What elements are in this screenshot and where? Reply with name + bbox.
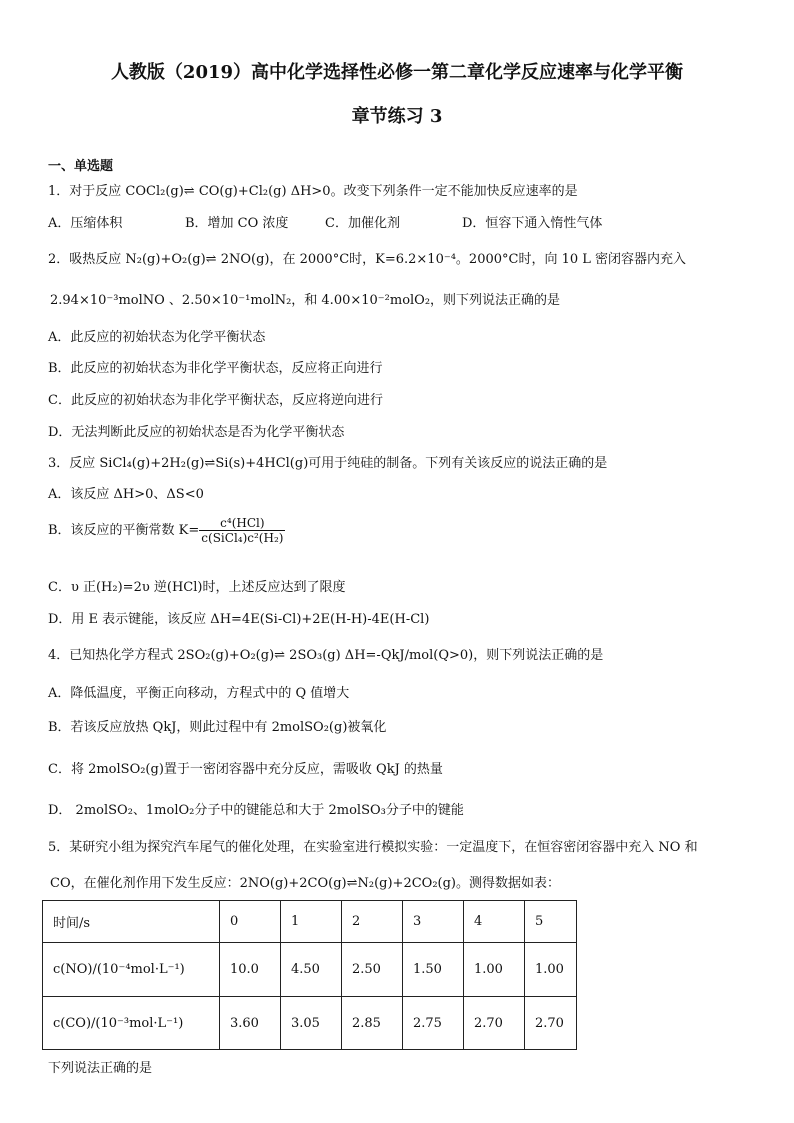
table-cell: 2.70 bbox=[525, 997, 577, 1050]
q2-option-a: A．此反应的初始状态为化学平衡状态 bbox=[48, 330, 266, 345]
q1-option-b: B．增加 CO 浓度 bbox=[185, 216, 289, 231]
q5-stem-line1: 5．某研究小组为探究汽车尾气的催化处理，在实验室进行模拟实验：一定温度下，在恒容密闭容器中充入 NO 和 bbox=[48, 840, 698, 855]
table-cell: 10.0 bbox=[220, 943, 281, 997]
table-header-cell: 5 bbox=[525, 901, 577, 943]
q1-option-d: D．恒容下通入惰性气体 bbox=[462, 216, 603, 231]
section-heading: 一、单选题 bbox=[48, 159, 114, 174]
table-cell: 3.60 bbox=[220, 997, 281, 1050]
table-header-cell: 3 bbox=[403, 901, 464, 943]
q2-option-b: B．此反应的初始状态为非化学平衡状态，反应将正向进行 bbox=[48, 361, 383, 376]
fraction-denominator: c(SiCl₄)c²(H₂) bbox=[201, 531, 284, 545]
fraction-numerator: c⁴(HCl) bbox=[199, 516, 285, 531]
data-table bbox=[42, 900, 577, 1050]
table-header-cell: 2 bbox=[342, 901, 403, 943]
table-cell: 2.75 bbox=[403, 997, 464, 1050]
q3-option-b-prefix: B．该反应的平衡常数 K= bbox=[48, 523, 200, 538]
q5-after-table: 下列说法正确的是 bbox=[48, 1061, 153, 1076]
equilibrium-constant-fraction bbox=[199, 516, 285, 545]
table-cell: 1.50 bbox=[403, 943, 464, 997]
q3-option-d: D．用 E 表示键能，该反应 ΔH=4E(Si-Cl)+2E(H-H)-4E(H-Cl) bbox=[48, 612, 430, 627]
table-row bbox=[43, 997, 577, 1050]
q3-option-a: A．该反应 ΔH>0、ΔS<0 bbox=[48, 487, 204, 502]
table-header-cell: 1 bbox=[281, 901, 342, 943]
table-cell: 3.05 bbox=[281, 997, 342, 1050]
table-cell: 4.50 bbox=[281, 943, 342, 997]
table-cell: c(NO)/(10⁻⁴mol·L⁻¹) bbox=[43, 943, 220, 997]
q2-option-d: D．无法判断此反应的初始状态是否为化学平衡状态 bbox=[48, 425, 345, 440]
q3-stem: 3．反应 SiCl₄(g)+2H₂(g)⇌Si(s)+4HCl(g)可用于纯硅的制备。下列有关该反应的说法正确的是 bbox=[48, 456, 608, 471]
q1-option-c: C．加催化剂 bbox=[325, 216, 400, 231]
table-header-cell: 4 bbox=[464, 901, 525, 943]
table-header-cell: 时间/s bbox=[43, 901, 220, 943]
q4-option-a: A．降低温度，平衡正向移动，方程式中的 Q 值增大 bbox=[48, 686, 350, 701]
table-row bbox=[43, 943, 577, 997]
q4-stem: 4．已知热化学方程式 2SO₂(g)+O₂(g)⇌ 2SO₃(g) ΔH=-QkJ/mol(Q>0)，则下列说法正确的是 bbox=[48, 648, 604, 663]
q4-option-c: C．将 2molSO₂(g)置于一密闭容器中充分反应，需吸收 QkJ 的热量 bbox=[48, 762, 443, 777]
table-header-row bbox=[43, 901, 577, 943]
table-header-cell: 0 bbox=[220, 901, 281, 943]
table-cell: 2.85 bbox=[342, 997, 403, 1050]
page-title-line1: 人教版（2019）高中化学选择性必修一第二章化学反应速率与化学平衡 bbox=[110, 62, 684, 83]
q3-option-b bbox=[48, 516, 285, 545]
table-cell: 2.70 bbox=[464, 997, 525, 1050]
q1-stem: 1．对于反应 COCl₂(g)⇌ CO(g)+Cl₂(g) ΔH>0。改变下列条件一定不能加快反应速率的是 bbox=[48, 184, 578, 199]
q1-option-a: A．压缩体积 bbox=[48, 216, 123, 231]
table-cell: 1.00 bbox=[525, 943, 577, 997]
q5-stem-line2: CO，在催化剂作用下发生反应：2NO(g)+2CO(g)⇌N₂(g)+2CO₂(g)。测得数据如表： bbox=[50, 876, 560, 891]
table-cell: 2.50 bbox=[342, 943, 403, 997]
q4-option-d: D． 2molSO₂、1molO₂分子中的键能总和大于 2molSO₃分子中的键能 bbox=[48, 803, 464, 818]
q4-option-b: B．若该反应放热 QkJ，则此过程中有 2molSO₂(g)被氧化 bbox=[48, 720, 387, 735]
table-cell: c(CO)/(10⁻³mol·L⁻¹) bbox=[43, 997, 220, 1050]
page-title-line2: 章节练习 3 bbox=[351, 106, 443, 127]
q2-option-c: C．此反应的初始状态为非化学平衡状态，反应将逆向进行 bbox=[48, 393, 383, 408]
q2-stem-line1: 2．吸热反应 N₂(g)+O₂(g)⇌ 2NO(g)，在 2000°C时，K=6.2×10⁻⁴。2000°C时，向 10 L 密闭容器内充入 bbox=[48, 252, 687, 267]
q2-stem-line2: 2.94×10⁻³molNO 、2.50×10⁻¹molN₂，和 4.00×10⁻²molO₂，则下列说法正确的是 bbox=[50, 293, 561, 308]
table-cell: 1.00 bbox=[464, 943, 525, 997]
q3-option-c: C．υ 正(H₂)=2υ 逆(HCl)时，上述反应达到了限度 bbox=[48, 580, 346, 595]
